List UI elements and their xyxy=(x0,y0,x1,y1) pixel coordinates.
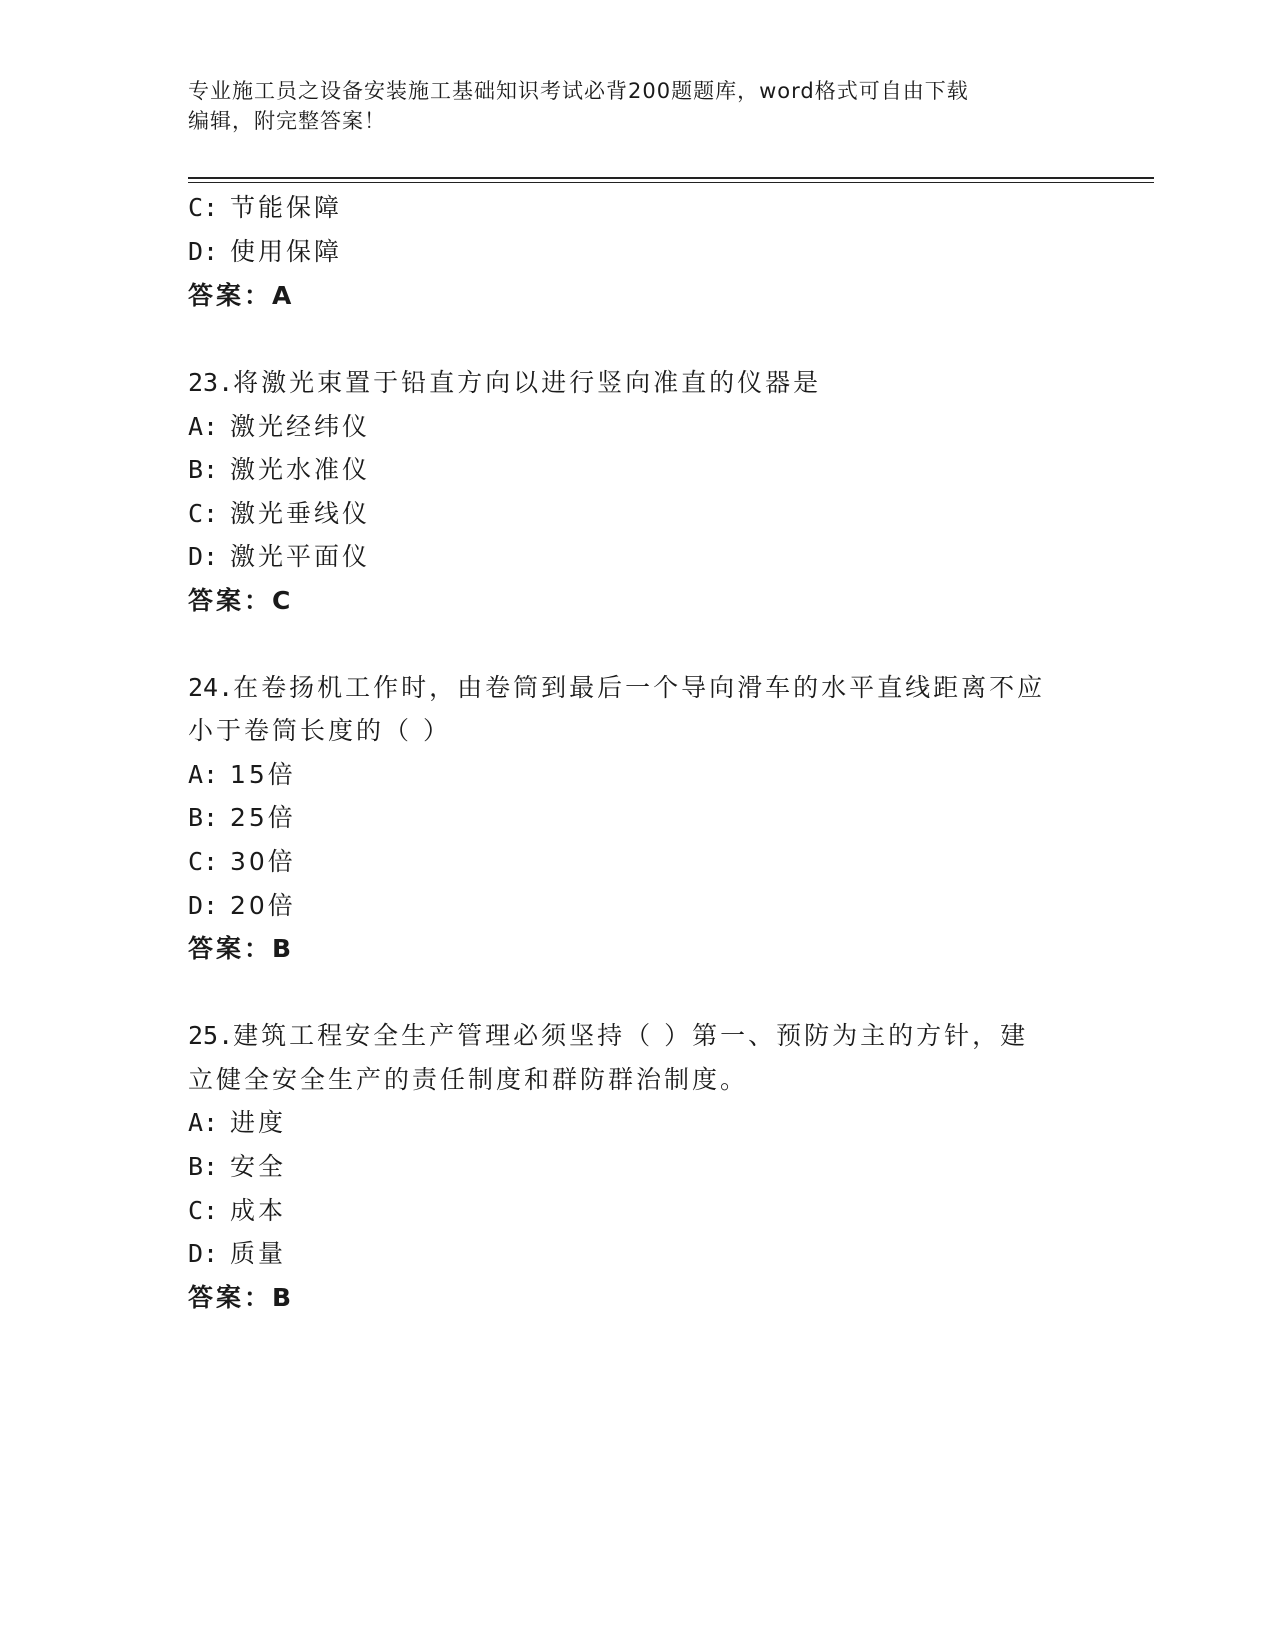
question-25-stem-line-1 xyxy=(188,1019,1028,1053)
question-25-option-c xyxy=(188,1194,286,1228)
header-divider-thin xyxy=(188,182,1154,183)
question-25-stem-line-2: 立健全安全生产的责任制度和群防群治制度。 xyxy=(188,1065,749,1094)
option-letter: B: xyxy=(188,455,219,484)
question-text: 将激光束置于铅直方向以进行竖向准直的仪器是 xyxy=(233,368,822,397)
question-number: 25. xyxy=(188,1021,234,1050)
question-24-option-d xyxy=(188,889,296,923)
option-text: 进度 xyxy=(230,1108,287,1137)
option-text: 激光平面仪 xyxy=(230,542,371,571)
question-number: 24. xyxy=(188,673,234,702)
option-letter: D: xyxy=(188,891,219,920)
question-number: 23. xyxy=(188,368,234,397)
option-text: 质量 xyxy=(230,1239,287,1268)
question-23-stem xyxy=(188,366,821,400)
question-25-option-b xyxy=(188,1150,286,1184)
question-24-answer: 答案：B xyxy=(188,934,295,963)
option-text: 安全 xyxy=(230,1152,287,1181)
option-text: 20倍 xyxy=(230,891,296,920)
option-text: 节能保障 xyxy=(230,193,343,222)
option-letter: B: xyxy=(188,803,219,832)
option-text: 30倍 xyxy=(230,847,296,876)
question-25-answer: 答案：B xyxy=(188,1283,295,1312)
prev-option-c xyxy=(188,191,342,225)
question-25-option-d xyxy=(188,1237,286,1271)
prev-answer: 答案：A xyxy=(188,281,295,310)
question-23-option-b xyxy=(188,453,370,487)
question-24-option-b xyxy=(188,801,296,835)
header-line-2: 编辑，附完整答案！ xyxy=(188,109,386,133)
option-text: 成本 xyxy=(230,1196,287,1225)
option-letter: D: xyxy=(188,237,219,266)
header-divider-thick xyxy=(188,177,1154,179)
question-24-option-c xyxy=(188,845,296,879)
question-24-stem-line-1 xyxy=(188,671,1045,705)
option-text: 激光水准仪 xyxy=(230,455,371,484)
question-24-option-a xyxy=(188,758,296,792)
question-23-answer: 答案：C xyxy=(188,586,294,615)
prev-option-d xyxy=(188,235,342,269)
option-letter: A: xyxy=(188,412,219,441)
option-text: 激光经纬仪 xyxy=(230,412,371,441)
option-letter: C: xyxy=(188,193,219,222)
option-letter: A: xyxy=(188,760,219,789)
question-23-option-c xyxy=(188,497,370,531)
header-line-1: 专业施工员之设备安装施工基础知识考试必背200题题库，word格式可自由下载 xyxy=(188,79,969,103)
option-text: 使用保障 xyxy=(230,237,343,266)
document-header xyxy=(188,76,1088,136)
question-25-option-a xyxy=(188,1106,286,1140)
option-letter: B: xyxy=(188,1152,219,1181)
option-letter: C: xyxy=(188,847,219,876)
question-text: 在卷扬机工作时，由卷筒到最后一个导向滑车的水平直线距离不应 xyxy=(233,673,1046,702)
option-letter: C: xyxy=(188,499,219,528)
question-24-stem-line-2: 小于卷筒长度的（ ） xyxy=(188,716,451,745)
option-text: 激光垂线仪 xyxy=(230,499,371,528)
option-letter: D: xyxy=(188,542,219,571)
question-23-option-d xyxy=(188,540,370,574)
option-text: 25倍 xyxy=(230,803,296,832)
question-text: 建筑工程安全生产管理必须坚持（ ）第一、预防为主的方针，建 xyxy=(233,1021,1029,1050)
option-letter: D: xyxy=(188,1239,219,1268)
option-letter: A: xyxy=(188,1108,219,1137)
option-text: 15倍 xyxy=(230,760,296,789)
question-23-option-a xyxy=(188,410,370,444)
option-letter: C: xyxy=(188,1196,219,1225)
